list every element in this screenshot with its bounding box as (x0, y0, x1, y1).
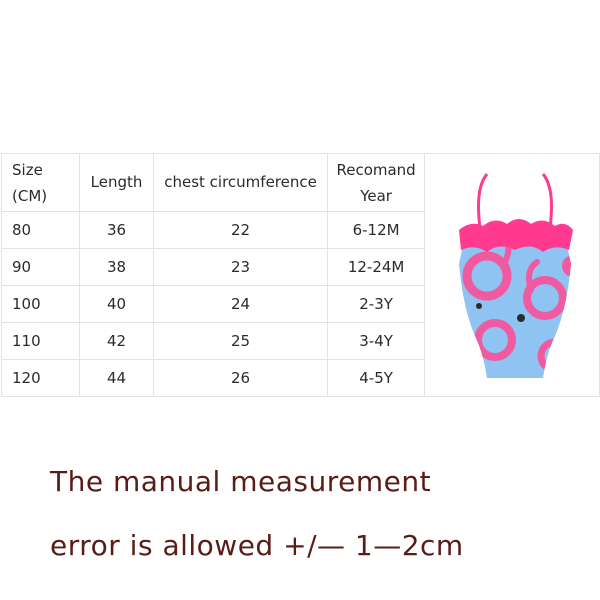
cell-size: 90 (2, 249, 80, 286)
cell-size: 100 (2, 286, 80, 323)
header-chest: chest circumference (153, 154, 328, 212)
cell-chest: 25 (153, 323, 328, 360)
cell-size: 80 (2, 212, 80, 249)
cell-length: 42 (80, 323, 154, 360)
header-size-unit: (CM) (12, 186, 48, 205)
product-image-cell (424, 154, 599, 397)
header-length: Length (80, 154, 154, 212)
header-size-label: Size (12, 160, 43, 179)
cell-year: 3-4Y (328, 323, 425, 360)
cell-length: 36 (80, 212, 154, 249)
cell-year: 4-5Y (328, 360, 425, 397)
cell-size: 110 (2, 323, 80, 360)
header-recommend-label: Recomand (336, 160, 416, 179)
cell-length: 40 (80, 286, 154, 323)
header-size (2, 154, 80, 212)
header-recommend (328, 154, 425, 212)
size-chart-table (1, 153, 600, 397)
cell-chest: 22 (153, 212, 328, 249)
cell-length: 38 (80, 249, 154, 286)
cell-length: 44 (80, 360, 154, 397)
header-recommend-year: Year (360, 186, 392, 205)
cell-size: 120 (2, 360, 80, 397)
cell-year: 12-24M (328, 249, 425, 286)
measurement-note-line1: The manual measurement (50, 465, 432, 498)
table-header-row (2, 154, 600, 212)
cell-chest: 23 (153, 249, 328, 286)
flamingo-swimsuit-illustration (451, 168, 579, 382)
cell-year: 6-12M (328, 212, 425, 249)
cell-chest: 24 (153, 286, 328, 323)
cell-year: 2-3Y (328, 286, 425, 323)
ruffle-trim (459, 219, 573, 252)
cell-chest: 26 (153, 360, 328, 397)
measurement-note-line2: error is allowed +/— 1—2cm (50, 529, 464, 562)
